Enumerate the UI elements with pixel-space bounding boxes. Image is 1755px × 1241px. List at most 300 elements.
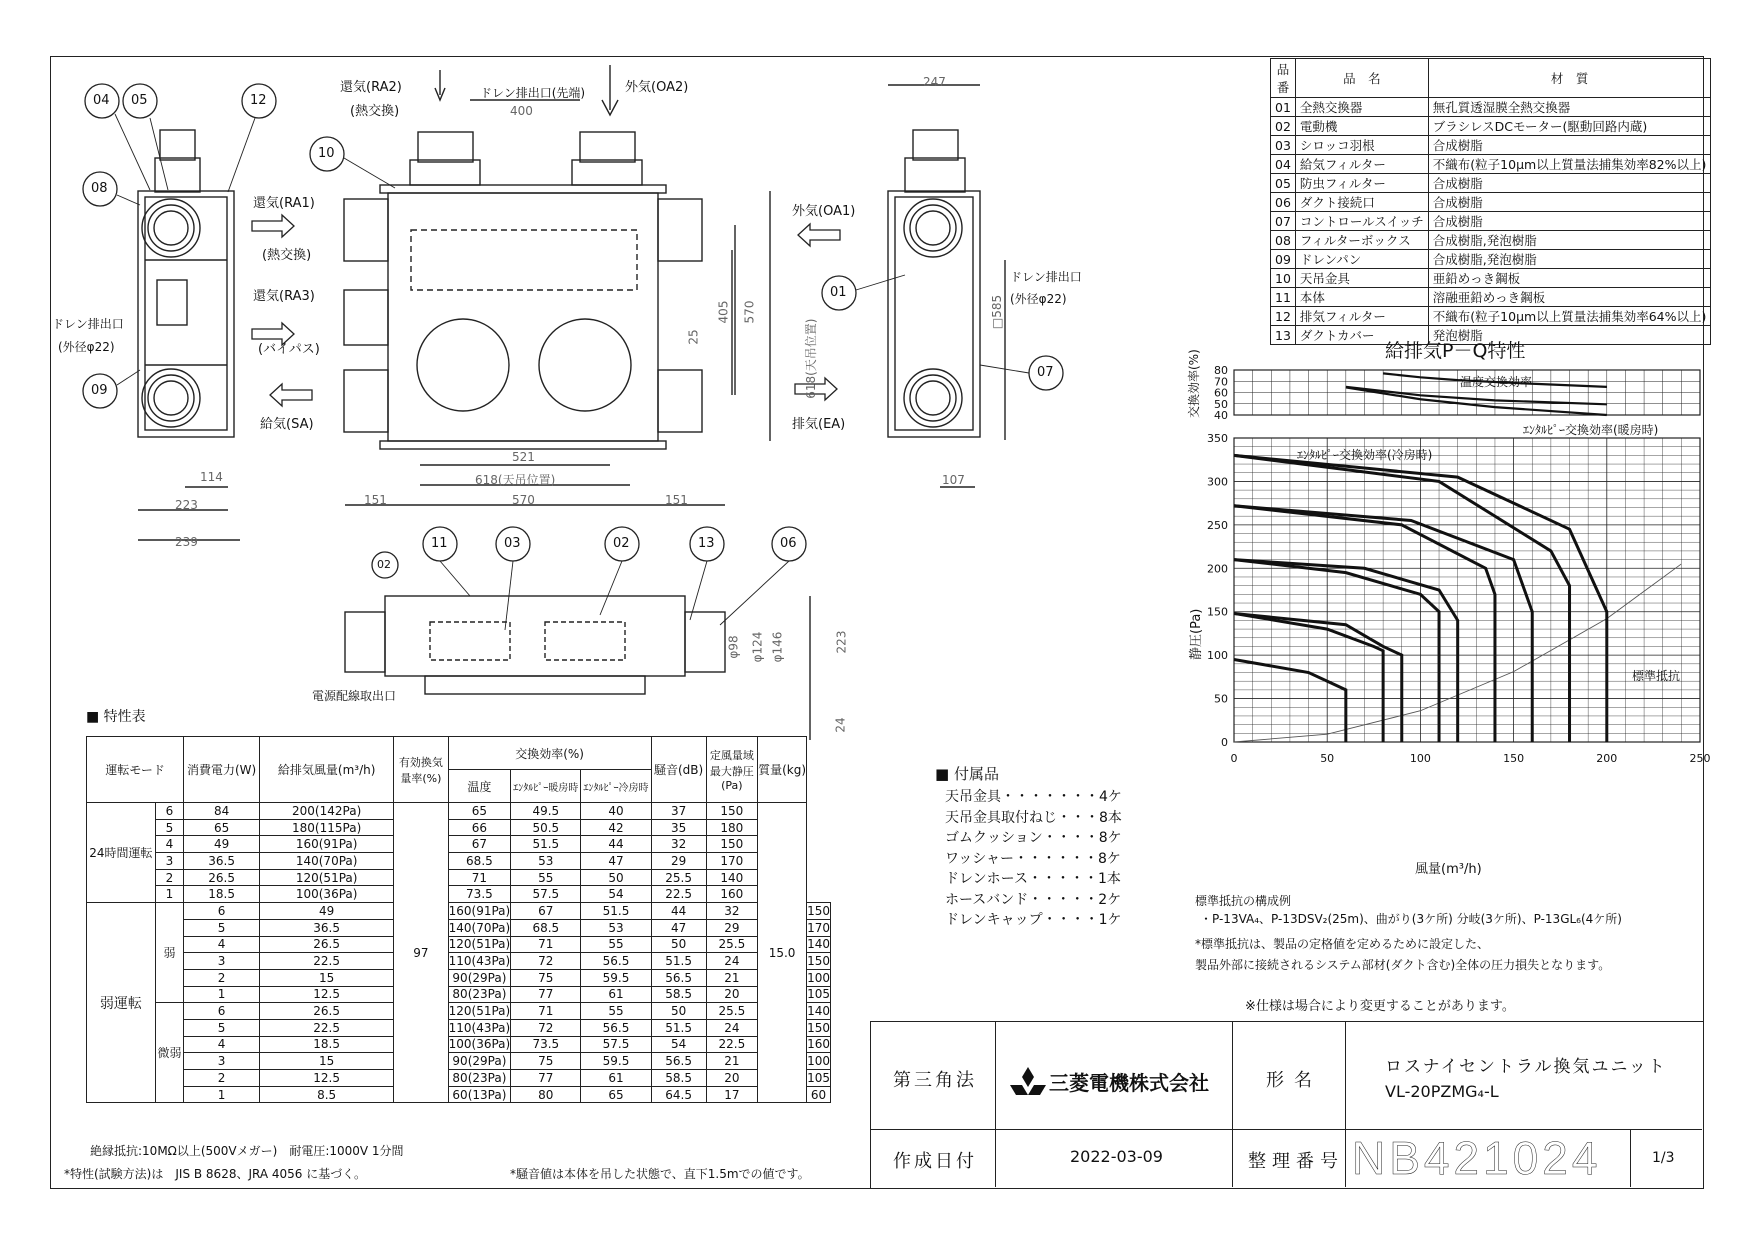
temp-eff-value: 77	[511, 986, 581, 1003]
parts-row	[1271, 117, 1711, 136]
enth-cool-value: 56.5	[651, 969, 706, 986]
title-block-divider-3	[1345, 1021, 1346, 1187]
spec-head-temp: 温度	[448, 770, 511, 803]
temp-eff-value: 71	[448, 869, 511, 886]
part-name: 全熱交換器	[1295, 98, 1428, 117]
balloon-13: 13	[698, 536, 715, 551]
noise-value: 24	[706, 1019, 757, 1036]
mode-level: 3	[184, 1053, 260, 1070]
max-sp-value: 140	[807, 937, 830, 952]
enth-heat-value: 51.5	[511, 836, 581, 853]
accessory-item: ホースバンド・・・・・2ケ	[945, 891, 1122, 908]
part-name: 電動機	[1295, 117, 1428, 136]
enth-cool-value: 40	[581, 803, 651, 820]
spec-row	[87, 1019, 831, 1036]
spec-row	[87, 1053, 831, 1070]
parts-row	[1271, 269, 1711, 288]
airflow-value: 100(36Pa)	[448, 1037, 511, 1052]
group-24h: 24時間運転	[87, 803, 156, 903]
balloon-02-small: 02	[377, 558, 391, 571]
enth-cool-value: 47	[581, 853, 651, 870]
projection-label: 第三角法	[893, 1070, 977, 1091]
part-material: 合成樹脂	[1428, 174, 1711, 193]
max-sp-value: 100	[807, 970, 830, 985]
mode-level: 6	[155, 803, 183, 820]
mode-level: 4	[184, 936, 260, 953]
part-no: 08	[1271, 231, 1296, 250]
sub-weak: 弱	[155, 903, 183, 1003]
noise-value: 37	[651, 803, 706, 820]
parts-row	[1271, 288, 1711, 307]
part-no: 07	[1271, 212, 1296, 231]
chart-bottom-ylabel: 静圧(Pa)	[1189, 608, 1204, 660]
eff-vent-value: 97	[394, 803, 448, 1103]
temp-eff-value: 71	[511, 1003, 581, 1020]
parts-row	[1271, 212, 1711, 231]
airflow-value: 120(51Pa)	[448, 1004, 511, 1019]
bottom-xtick: 250	[1689, 752, 1711, 765]
spec-row	[87, 953, 831, 970]
airflow-value: 110(43Pa)	[448, 1020, 511, 1035]
balloon-02: 02	[613, 536, 630, 551]
max-sp-value: 170	[706, 853, 757, 870]
temp-eff-value: 71	[511, 936, 581, 953]
max-sp-value: 140	[807, 1004, 830, 1019]
dim-618h: 618(天吊位置)	[475, 473, 556, 487]
label-bypass: (バイパス)	[258, 342, 320, 357]
model-number: VL-20PZMG₄-L	[1385, 1082, 1499, 1101]
accessory-item: ドレンホース・・・・・1本	[945, 871, 1121, 887]
bottom-xtick: 100	[1409, 752, 1431, 765]
airflow-value: 120(51Pa)	[448, 937, 511, 952]
enth-cool-value: 56.5	[651, 1053, 706, 1070]
noise-value: 25.5	[706, 1003, 757, 1020]
part-name: ダクトカバー	[1295, 326, 1428, 345]
parts-header-material: 材 質	[1428, 59, 1711, 98]
spec-row	[87, 1003, 831, 1020]
parts-header-row	[1271, 59, 1711, 98]
power-value: 22.5	[260, 953, 394, 970]
part-name: シロッコ羽根	[1295, 136, 1428, 155]
max-sp-value: 100	[807, 1054, 830, 1069]
dim-521: 521	[512, 450, 535, 464]
spec-head-max-sp: 定風量域最大静圧(Pa)	[706, 737, 757, 803]
mode-level: 2	[184, 1070, 260, 1087]
noise-value: 22.5	[706, 1036, 757, 1053]
max-sp-value: 105	[807, 1070, 830, 1085]
dim-247: 247	[923, 75, 946, 89]
enth-cool-value: 54	[651, 1036, 706, 1053]
bottom-ytick: 250	[1207, 518, 1228, 532]
spec-head-mode: 運転モード	[87, 737, 184, 803]
part-material: 亜鉛めっき鋼板	[1428, 269, 1711, 288]
dim-phi98: φ98	[726, 635, 741, 659]
part-no: 12	[1271, 307, 1296, 326]
mode-level: 4	[155, 836, 183, 853]
spec-row	[87, 819, 831, 836]
max-sp-value: 170	[807, 920, 830, 935]
bottom-ytick: 50	[1214, 692, 1228, 706]
parts-row	[1271, 307, 1711, 326]
balloon-12: 12	[250, 93, 267, 108]
noise-value: 20	[706, 986, 757, 1003]
dim-107: 107	[942, 473, 965, 487]
airflow-value: 140(70Pa)	[260, 853, 394, 870]
airflow-value: 200(142Pa)	[260, 803, 394, 820]
temp-eff-value: 68.5	[511, 919, 581, 936]
parts-row	[1271, 98, 1711, 117]
part-no: 11	[1271, 288, 1296, 307]
airflow-value: 160(91Pa)	[448, 903, 511, 918]
enth-heat-value: 53	[511, 853, 581, 870]
airflow-value: 80(23Pa)	[448, 986, 511, 1003]
enth-heat-value: 59.5	[581, 1053, 651, 1070]
dim-25: 25	[686, 329, 701, 345]
airflow-value: 180(115Pa)	[260, 819, 394, 836]
part-name: コントロールスイッチ	[1295, 212, 1428, 231]
model-label: 形名	[1266, 1070, 1322, 1091]
enth-heat-value: 56.5	[581, 953, 651, 970]
part-material: 合成樹脂	[1428, 212, 1711, 231]
ref-number: NB421024	[1352, 1132, 1602, 1184]
max-sp-value: 150	[807, 903, 830, 918]
temp-eff-value: 77	[511, 1070, 581, 1087]
part-no: 05	[1271, 174, 1296, 193]
part-name: 給気フィルター	[1295, 155, 1428, 174]
parts-row	[1271, 231, 1711, 250]
dim-570v: 570	[742, 300, 757, 324]
part-material: ブラシレスDCモーター(駆動回路内蔵)	[1428, 117, 1711, 136]
enth-heat-value: 50.5	[511, 819, 581, 836]
power-value: 12.5	[260, 986, 394, 1003]
part-material: 合成樹脂	[1428, 193, 1711, 212]
bottom-ytick: 200	[1207, 562, 1228, 576]
chart-series-enth-cool-label: ｴﾝﾀﾙﾋﾟｰ交換効率(冷房時)	[1297, 448, 1433, 462]
group-weak: 弱運転	[87, 903, 156, 1103]
top-ytick: 50	[1214, 397, 1228, 411]
dim-223: 223	[175, 498, 198, 512]
mode-level: 3	[184, 953, 260, 970]
spec-row	[87, 1036, 831, 1053]
parts-row	[1271, 174, 1711, 193]
mode-level: 6	[184, 903, 260, 920]
airflow-value: 90(29Pa)	[448, 1053, 511, 1070]
power-value: 15	[260, 1053, 394, 1070]
dim-151b: 151	[665, 493, 688, 507]
part-no: 02	[1271, 117, 1296, 136]
dim-405: 405	[716, 300, 731, 324]
part-material: 合成樹脂,発泡樹脂	[1428, 231, 1711, 250]
top-ytick: 60	[1214, 386, 1228, 400]
label-oa1: 外気(OA1)	[792, 204, 856, 219]
spec-head-noise: 騒音(dB)	[651, 737, 706, 803]
parts-table	[1270, 58, 1711, 345]
bottom-ytick: 300	[1207, 475, 1228, 489]
part-material: 溶融亜鉛めっき鋼板	[1428, 288, 1711, 307]
dim-400: 400	[510, 104, 533, 118]
noise-value: 21	[706, 1053, 757, 1070]
bottom-ytick: 0	[1221, 736, 1228, 749]
power-value: 8.5	[260, 1086, 394, 1103]
temp-eff-value: 75	[511, 969, 581, 986]
mode-level: 1	[155, 886, 183, 903]
balloon-10: 10	[318, 146, 335, 161]
power-value: 84	[184, 803, 260, 820]
temp-eff-value: 67	[448, 836, 511, 853]
temp-eff-value: 72	[511, 953, 581, 970]
spec-note-1: *特性(試験方法)は JIS B 8628、JRA 4056 に基づく。	[64, 1167, 366, 1181]
pq-chart	[1170, 360, 1711, 880]
max-sp-value: 150	[706, 803, 757, 820]
power-value: 12.5	[260, 1070, 394, 1087]
enth-cool-value: 44	[581, 836, 651, 853]
bottom-ytick: 100	[1207, 649, 1228, 663]
balloon-06: 06	[780, 536, 797, 551]
pq-series-line	[1234, 560, 1439, 742]
chart-title: 給排気P－Q特性	[1385, 340, 1526, 362]
max-sp-value: 150	[807, 1020, 830, 1035]
enth-heat-value: 65	[581, 1086, 651, 1103]
balloon-09: 09	[91, 383, 108, 398]
part-name: 天吊金具	[1295, 269, 1428, 288]
date-label: 作成日付	[893, 1151, 977, 1172]
enth-heat-value: 57.5	[581, 1036, 651, 1053]
accessory-item: ワッシャー・・・・・・8ケ	[945, 850, 1121, 867]
balloon-07: 07	[1037, 365, 1054, 380]
label-oa2: 外気(OA2)	[625, 80, 689, 95]
product-name: ロスナイセントラル換気ユニット	[1385, 1057, 1667, 1077]
balloon-11: 11	[431, 536, 448, 551]
enth-heat-value: 53	[581, 919, 651, 936]
bottom-xtick: 200	[1596, 752, 1618, 765]
noise-value: 35	[651, 819, 706, 836]
balloon-03: 03	[504, 536, 521, 551]
temp-eff-value: 73.5	[448, 886, 511, 903]
part-no: 09	[1271, 250, 1296, 269]
enth-cool-value: 47	[651, 919, 706, 936]
mode-level: 4	[184, 1036, 260, 1053]
enth-heat-value: 51.5	[581, 903, 651, 920]
chart-note-0: 標準抵抗の構成例	[1195, 894, 1292, 908]
enth-cool-value: 51.5	[651, 1019, 706, 1036]
temp-eff-value: 67	[511, 903, 581, 920]
temp-eff-value: 66	[448, 819, 511, 836]
part-no: 04	[1271, 155, 1296, 174]
label-ra2: 還気(RA2)	[340, 80, 402, 95]
page-number: 1/3	[1652, 1150, 1675, 1166]
max-sp-value: 160	[706, 886, 757, 903]
mode-level: 5	[155, 819, 183, 836]
chart-series-enth-heat-label: ｴﾝﾀﾙﾋﾟｰ交換効率(暖房時)	[1523, 423, 1659, 437]
spec-note-2: *騒音値は本体を吊した状態で、直下1.5mでの値です。	[510, 1167, 810, 1181]
parts-header-no: 品番	[1271, 59, 1296, 98]
title-block-divider-2	[1232, 1021, 1233, 1187]
spec-row	[87, 886, 831, 903]
spec-row	[87, 853, 831, 870]
label-power-cable: 電源配線取出口	[312, 689, 397, 703]
accessory-item: ドレンキャップ・・・・1ケ	[945, 912, 1122, 928]
airflow-value: 120(51Pa)	[260, 869, 394, 886]
airflow-value: 90(29Pa)	[448, 969, 511, 986]
noise-value: 20	[706, 1070, 757, 1087]
label-drain-right-dia: (外径φ22)	[1010, 292, 1067, 306]
enth-cool-value: 42	[581, 819, 651, 836]
part-material: 不織布(粒子10μm以上質量法捕集効率82%以上)	[1428, 155, 1711, 174]
spec-head-enth-heat: ｴﾝﾀﾙﾋﾟｰ暖房時	[511, 770, 581, 803]
noise-value: 29	[651, 853, 706, 870]
part-name: 本体	[1295, 288, 1428, 307]
noise-value: 24	[706, 953, 757, 970]
chart-series-temp-label: 温度交換効率	[1460, 375, 1533, 389]
label-drain-right: ドレン排出口	[1010, 270, 1082, 284]
power-value: 26.5	[260, 936, 394, 953]
dim-570h: 570	[512, 493, 535, 507]
part-no: 03	[1271, 136, 1296, 155]
enth-cool-value: 44	[651, 903, 706, 920]
label-drain-left-dia: (外径φ22)	[58, 340, 115, 354]
dim-24: 24	[833, 717, 848, 733]
max-sp-value: 140	[706, 869, 757, 886]
date-value: 2022-03-09	[1070, 1147, 1163, 1166]
mode-level: 1	[184, 1086, 260, 1103]
enth-cool-value: 50	[651, 936, 706, 953]
label-drain-tip: ドレン排出口(先端)	[480, 86, 586, 100]
noise-value: 29	[706, 919, 757, 936]
mode-level: 2	[184, 969, 260, 986]
accessories-title: ■ 付属品	[935, 765, 999, 783]
mode-level: 3	[155, 853, 183, 870]
power-value: 65	[184, 819, 260, 836]
label-ra1: 還気(RA1)	[253, 196, 315, 211]
spec-row	[87, 803, 831, 820]
parts-body	[1271, 98, 1711, 345]
max-sp-value: 180	[706, 819, 757, 836]
max-sp-value: 60	[807, 1086, 831, 1103]
part-material: 無孔質透湿膜全熱交換器	[1428, 98, 1711, 117]
enth-cool-value: 58.5	[651, 986, 706, 1003]
spec-row	[87, 919, 831, 936]
chart-note-3: 製品外部に接続されるシステム部材(ダクト含む)全体の圧力損失となります。	[1195, 958, 1611, 972]
spec-head-power: 消費電力(W)	[184, 737, 260, 803]
temp-eff-value: 80	[511, 1086, 581, 1103]
power-value: 15	[260, 969, 394, 986]
chart-resistance-label: 標準抵抗	[1632, 669, 1681, 683]
bottom-ytick: 350	[1207, 432, 1228, 445]
airflow-value: 110(43Pa)	[448, 954, 511, 969]
part-no: 01	[1271, 98, 1296, 117]
part-no: 06	[1271, 193, 1296, 212]
bottom-xtick: 50	[1320, 752, 1335, 765]
label-heat-ex2: (熱交換)	[262, 248, 312, 263]
balloon-08: 08	[91, 181, 108, 196]
dim-151a: 151	[364, 493, 387, 507]
dim-585: □585	[990, 294, 1005, 330]
chart-xlabel: 風量(m³/h)	[1415, 862, 1482, 877]
dim-phi124: φ124	[750, 631, 765, 663]
airflow-value: 160(91Pa)	[260, 836, 394, 853]
airflow-value: 140(70Pa)	[448, 920, 511, 935]
noise-value: 21	[706, 969, 757, 986]
parts-header-name: 品 名	[1295, 59, 1428, 98]
airflow-value: 60(13Pa)	[448, 1086, 511, 1103]
spec-insulation: 絶縁抵抗:10MΩ以上(500Vメガー) 耐電圧:1000V 1分間	[90, 1144, 404, 1158]
enth-heat-value: 55	[581, 936, 651, 953]
bottom-panel-frame	[1234, 438, 1700, 742]
balloon-04: 04	[93, 93, 110, 108]
enth-cool-value: 54	[581, 886, 651, 903]
spec-row	[87, 1070, 831, 1087]
power-value: 36.5	[260, 919, 394, 936]
bottom-xtick: 0	[1230, 752, 1238, 765]
power-value: 18.5	[260, 1036, 394, 1053]
top-ytick: 70	[1214, 375, 1228, 389]
part-material: 合成樹脂	[1428, 136, 1711, 155]
noise-value: 17	[706, 1086, 757, 1103]
enth-heat-value: 55	[581, 1003, 651, 1020]
enth-heat-value: 57.5	[511, 886, 581, 903]
part-material: 発泡樹脂	[1428, 326, 1711, 345]
company-name: 三菱電機株式会社	[1049, 1071, 1209, 1095]
title-block-divider-1	[995, 1021, 996, 1187]
power-value: 36.5	[184, 853, 260, 870]
dim-239: 239	[175, 535, 198, 549]
parts-row	[1271, 250, 1711, 269]
spec-row	[87, 903, 831, 920]
title-block-divider-4	[1630, 1129, 1631, 1187]
label-drain-left: ドレン排出口	[52, 317, 124, 331]
accessory-item: 天吊金具・・・・・・・4ケ	[945, 789, 1122, 805]
mitsubishi-logo-icon	[1010, 1065, 1046, 1097]
temp-eff-value: 73.5	[511, 1036, 581, 1053]
label-sa: 給気(SA)	[260, 417, 314, 432]
chart-note-2: *標準抵抗は、製品の定格値を定めるために設定した、	[1195, 937, 1490, 951]
part-name: フィルターボックス	[1295, 231, 1428, 250]
enth-cool-value: 51.5	[651, 953, 706, 970]
part-name: 防虫フィルター	[1295, 174, 1428, 193]
spec-body	[87, 803, 831, 1103]
parts-row	[1271, 136, 1711, 155]
enth-heat-value: 59.5	[581, 969, 651, 986]
spec-row	[87, 936, 831, 953]
label-heat-ex: (熱交換)	[350, 104, 400, 119]
spec-row	[87, 1086, 831, 1103]
noise-value: 32	[706, 903, 757, 920]
mass-value: 15.0	[758, 803, 807, 1103]
spec-row	[87, 986, 831, 1003]
label-ea: 排気(EA)	[792, 417, 846, 432]
mechanical-drawing	[0, 0, 1160, 740]
part-no: 10	[1271, 269, 1296, 288]
temp-eff-value: 65	[448, 803, 511, 820]
part-name: ドレンパン	[1295, 250, 1428, 269]
max-sp-value: 105	[807, 987, 830, 1002]
spec-head-eff-vent: 有効換気量率(%)	[394, 737, 448, 803]
spec-head-ex-eff: 交換効率(%)	[448, 737, 651, 770]
mode-level: 6	[184, 1003, 260, 1020]
ref-label: 整理番号	[1248, 1151, 1344, 1172]
noise-value: 25.5	[651, 869, 706, 886]
spec-head-enth-cool: ｴﾝﾀﾙﾋﾟｰ冷房時	[581, 770, 651, 803]
spec-section-title: ■ 特性表	[86, 709, 146, 725]
bottom-xtick: 150	[1503, 752, 1525, 765]
temp-eff-value: 68.5	[448, 853, 511, 870]
bottom-ytick: 150	[1207, 605, 1228, 619]
mode-level: 5	[184, 919, 260, 936]
spec-row	[87, 969, 831, 986]
label-ra3: 還気(RA3)	[253, 289, 315, 304]
balloon-05: 05	[131, 93, 148, 108]
power-value: 49	[260, 903, 394, 920]
